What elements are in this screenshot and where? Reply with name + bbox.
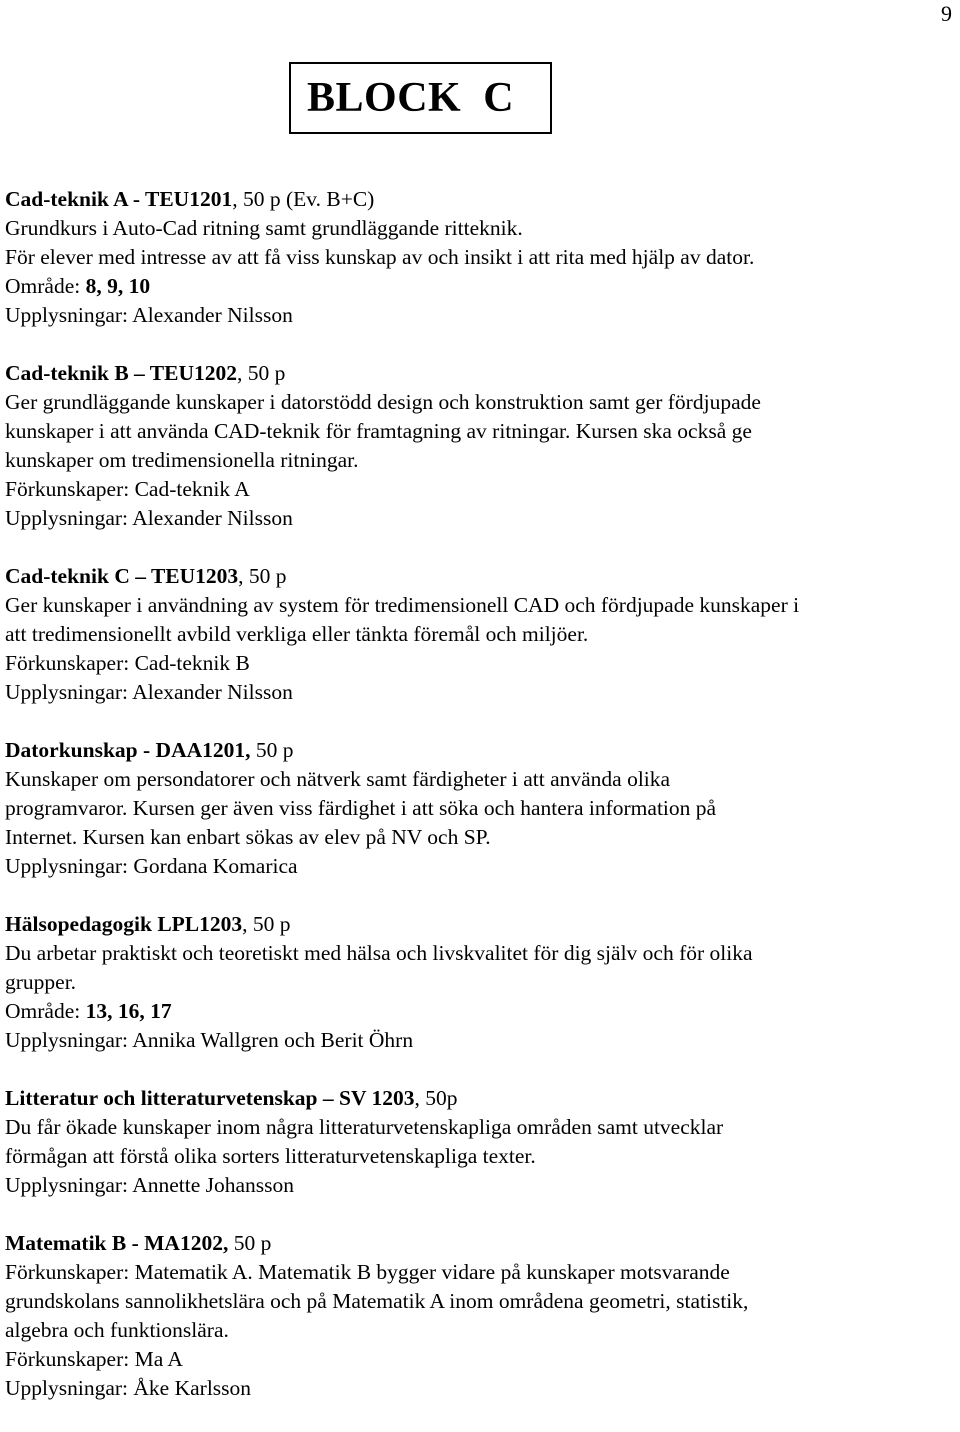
- page-number: 9: [941, 1, 952, 26]
- course-description-line: kunskaper i att använda CAD-teknik för framtagning av ritningar. Kursen ska också ge: [5, 419, 752, 443]
- course-cad-teknik-b: [5, 359, 955, 533]
- course-points: , 50 p (Ev. B+C): [232, 187, 375, 211]
- course-contact: Upplysningar: Alexander Nilsson: [5, 303, 293, 327]
- course-contact: Upplysningar: Åke Karlsson: [5, 1376, 252, 1400]
- course-contact: Upplysningar: Annika Wallgren och Berit Öhrn: [5, 1028, 414, 1052]
- course-heading: [5, 185, 955, 214]
- course-code-title: Matematik B - MA1202,: [5, 1231, 229, 1255]
- course-code-title: Cad-teknik B – TEU1202: [5, 361, 237, 385]
- course-code-title: Hälsopedagogik LPL1203: [5, 912, 243, 936]
- course-description-line: Ger kunskaper i användning av system för tredimensionell CAD och fördjupade kunskaper i: [5, 593, 800, 617]
- course-prerequisites: Förkunskaper: Cad-teknik B: [5, 651, 250, 675]
- course-description-line: För elever med intresse av att få viss kunskap av och insikt i att rita med hjälp av dator.: [5, 245, 755, 269]
- course-list: [5, 185, 955, 1432]
- course-contact: Upplysningar: Annette Johansson: [5, 1173, 295, 1197]
- course-area: [5, 997, 955, 1026]
- area-label: Område:: [5, 999, 86, 1023]
- course-description-line: kunskaper om tredimensionella ritningar.: [5, 448, 359, 472]
- course-prerequisites: Förkunskaper: Ma A: [5, 1347, 183, 1371]
- course-description-line: grundskolans sannolikhetslära och på Matematik A inom områdena geometri, statistik,: [5, 1289, 749, 1313]
- course-points: , 50 p: [238, 564, 287, 588]
- course-points: , 50 p: [236, 361, 286, 385]
- course-heading: [5, 1084, 955, 1113]
- course-area: [5, 272, 955, 301]
- course-heading: [5, 359, 955, 388]
- course-heading: [5, 736, 955, 765]
- course-description-line: algebra och funktionslära.: [5, 1318, 229, 1342]
- course-description-line: Ger grundläggande kunskaper i datorstödd design och konstruktion samt ger fördjupade: [5, 390, 761, 414]
- course-description-line: Kunskaper om persondatorer och nätverk samt färdigheter i att använda olika: [5, 767, 671, 791]
- area-label: Område:: [5, 274, 86, 298]
- course-code-title: Litteratur och litteraturvetenskap – SV 1203: [5, 1086, 415, 1110]
- area-value: 13, 16, 17: [85, 999, 172, 1023]
- block-title: BLOCK C: [307, 75, 515, 121]
- course-points: , 50p: [414, 1086, 458, 1110]
- course-description-line: Du får ökade kunskaper inom några litteraturvetenskapliga områden samt utvecklar: [5, 1115, 724, 1139]
- course-description-line: förmågan att förstå olika sorters litteraturvetenskapliga texter.: [5, 1144, 536, 1168]
- course-contact: Upplysningar: Gordana Komarica: [5, 854, 298, 878]
- course-heading: [5, 910, 955, 939]
- course-points: 50 p: [228, 1231, 272, 1255]
- course-description-line: att tredimensionellt avbild verkliga eller tänkta föremål och miljöer.: [5, 622, 589, 646]
- course-contact: Upplysningar: Alexander Nilsson: [5, 680, 293, 704]
- course-points: 50 p: [250, 738, 294, 762]
- course-description-line: grupper.: [5, 970, 77, 994]
- course-litteratur: [5, 1084, 955, 1200]
- course-heading: [5, 562, 955, 591]
- course-description-line: Du arbetar praktiskt och teoretiskt med hälsa och livskvalitet för dig själv och för olika: [5, 941, 753, 965]
- course-heading: [5, 1229, 955, 1258]
- course-halsopedagogik: [5, 910, 955, 1055]
- course-description-line: Förkunskaper: Matematik A. Matematik B bygger vidare på kunskaper motsvarande: [5, 1260, 730, 1284]
- course-code-title: Cad-teknik A - TEU1201: [5, 187, 233, 211]
- area-value: 8, 9, 10: [85, 274, 151, 298]
- course-code-title: Cad-teknik C – TEU1203: [5, 564, 239, 588]
- course-datorkunskap: [5, 736, 955, 881]
- block-title-box: [289, 62, 552, 134]
- course-matematik-b: [5, 1229, 955, 1403]
- course-cad-teknik-c: [5, 562, 955, 707]
- course-points: , 50 p: [242, 912, 291, 936]
- course-description-line: Internet. Kursen kan enbart sökas av elev på NV och SP.: [5, 825, 491, 849]
- course-cad-teknik-a: [5, 185, 955, 330]
- course-contact: Upplysningar: Alexander Nilsson: [5, 506, 293, 530]
- course-prerequisites: Förkunskaper: Cad-teknik A: [5, 477, 250, 501]
- course-description-line: Grundkurs i Auto-Cad ritning samt grundläggande ritteknik.: [5, 216, 523, 240]
- course-code-title: Datorkunskap - DAA1201,: [5, 738, 251, 762]
- course-description-line: programvaror. Kursen ger även viss färdighet i att söka och hantera information på: [5, 796, 717, 820]
